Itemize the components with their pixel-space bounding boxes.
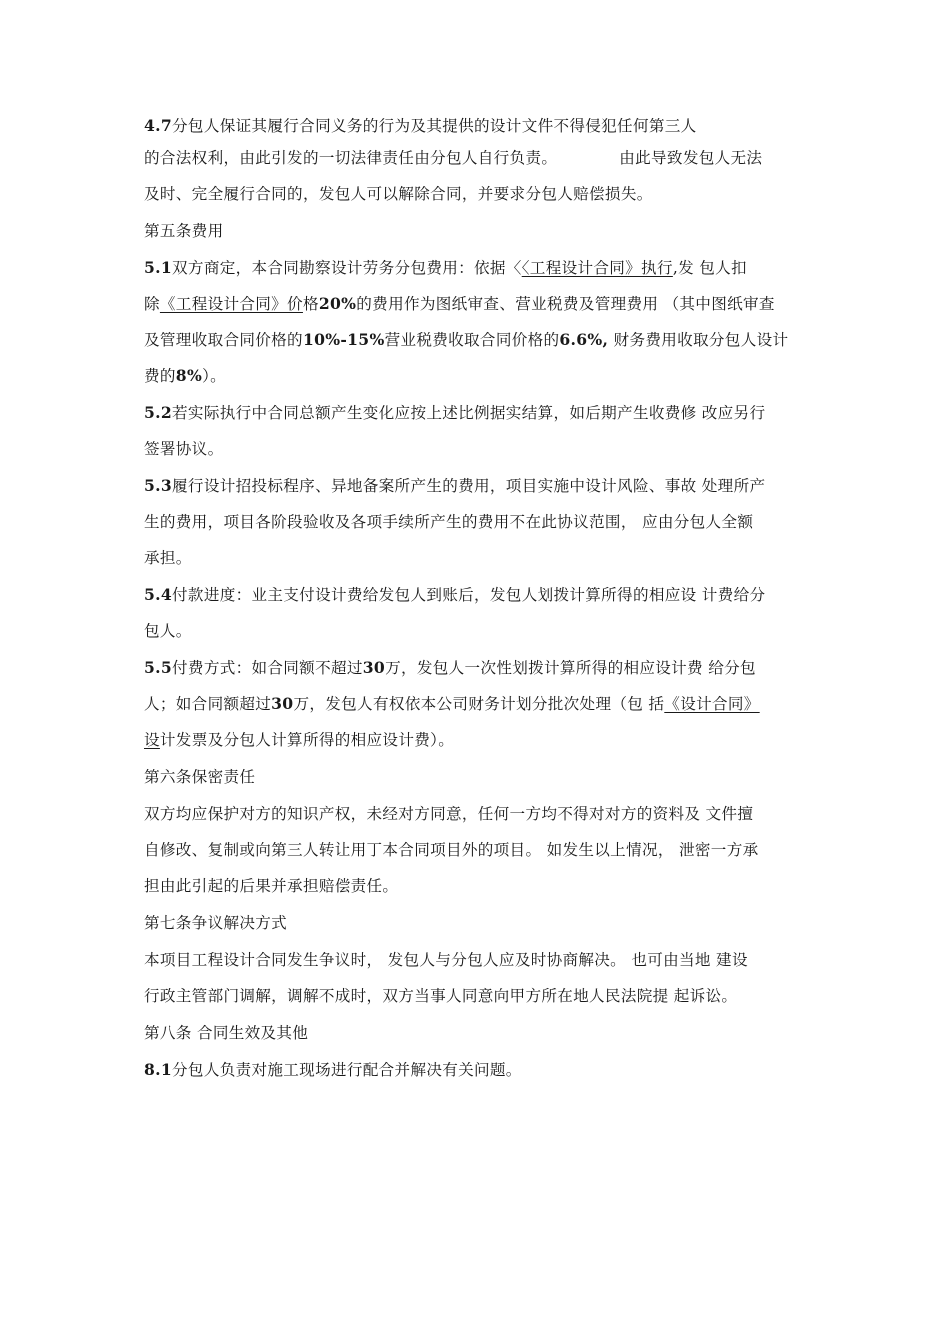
percentage: 20% [318,294,357,313]
clause-5-4-line-2: 包人。 [144,622,192,640]
clause-6-line-2: 自修改、复制或向第三人转让用丁本合同项目外的项目。 如发生以上情况， 泄密一方承 [144,841,759,859]
clause-text: 的费用作为图纸审查、营业税费及管理费用 （其中图纸审查 [356,295,775,313]
clause-text: 及管理收取合同价格的 [144,331,303,349]
section-heading-7: 第七条争议解决方式 [144,914,288,932]
clause-number: 5.4 [144,585,173,604]
percentage: 10%-15% [302,330,385,349]
clause-number: 5.3 [144,476,173,495]
clause-text: 付款进度：业主支付设计费给发包人到账后，发包人划拨计算所得的相应设 计费给分 [172,586,766,604]
clause-text: 万，发包人有权依本公司财务计划分批次处理（包 括 [293,695,665,713]
amount: 30 [362,658,386,677]
clause-4-7-line-3: 及时、完全履行合同的，发包人可以解除合同，并要求分包人赔偿损失。 [144,185,653,203]
clause-text: 人；如合同额超过 [144,695,272,713]
contract-reference: 《设计合同》 [664,695,760,713]
clause-text: 营业税费收取合同价格的 [384,331,560,349]
clause-number: 8.1 [144,1060,173,1079]
clause-text: 双方商定，本合同勘察设计劳务分包费用：依据〈 [172,259,522,277]
clause-text: 付费方式：如合同额不超过 [172,659,363,677]
clause-text: 计发票及分包人计算所得的相应设计费）。 [159,731,455,749]
clause-text: 费的 [144,367,176,385]
percentage: 6.6%, [559,330,609,349]
percentage: 8% [175,366,203,385]
clause-text: 财务费用收取分包人设计 [608,331,789,349]
clause-4-7-line-2 [144,148,762,168]
contract-reference: 《工程设计合同》价 [159,295,303,313]
clause-5-4-line-1 [144,585,765,605]
clause-5-2-line-2: 签署协议。 [144,440,224,458]
clause-7-line-2: 行政主管部门调解，调解不成时，双方当事人同意向甲方所在地人民法院提 起诉讼。 [144,987,738,1005]
clause-4-7-line-1 [144,116,697,136]
clause-text: ）。 [202,367,227,385]
clause-number: 4.7 [144,116,173,135]
clause-text: 若实际执行中合同总额产生变化应按上述比例据实结算，如后期产生收费修 改应另行 [172,404,766,422]
clause-5-1-line-1 [144,258,747,278]
section-heading-8: 第八条 合同生效及其他 [144,1024,309,1042]
clause-text: 分包人保证其履行合同义务的行为及其提供的设计文件不得侵犯任何第三人 [172,117,697,135]
clause-number: 5.2 [144,403,173,422]
clause-text: 万，发包人一次性划拨计算所得的相应设计费 给分包 [385,659,756,677]
contract-reference: 设 [144,731,160,749]
clause-6-line-3: 担由此引起的后果并承担赔偿责任。 [144,877,399,895]
clause-5-5-line-3 [144,730,454,750]
clause-5-5-line-2 [144,694,760,714]
clause-8-1-line-1 [144,1060,522,1080]
clause-7-line-1: 本项目工程设计合同发生争议时， 发包人与分包人应及时协商解决。 也可由当地 建设 [144,951,748,969]
clause-5-1-line-4 [144,366,226,386]
clause-5-3-line-2: 生的费用，项目各阶段验收及各项手续所产生的费用不在此协议范围， 应由分包人全额 [144,513,754,531]
section-heading-5: 第五条费用 [144,222,224,240]
amount: 30 [271,694,294,713]
clause-text: 履行设计招投标程序、异地备案所产生的费用，项目实施中设计风险、事故 处理所产 [172,477,766,495]
section-heading-6: 第六条保密责任 [144,768,256,786]
clause-5-2-line-1 [144,403,765,423]
clause-5-1-line-2 [144,294,775,314]
clause-number: 5.1 [144,258,173,277]
clause-5-3-line-1 [144,476,765,496]
clause-text: 由此导致发包人无法 [619,149,763,167]
clause-text: 的合法权利，由此引发的一切法律责任由分包人自行负责。 [144,149,558,167]
clause-text: 格 [302,295,319,313]
clause-number: 5.5 [144,658,173,677]
clause-5-1-line-3 [144,330,788,350]
clause-5-5-line-1 [144,658,756,678]
clause-text: 分包人负责对施工现场进行配合并解决有关问题。 [172,1061,522,1079]
clause-5-3-line-3: 承担。 [144,549,192,567]
clause-text: ,发 包人扣 [672,259,747,277]
clause-6-line-1: 双方均应保护对方的知识产权，未经对方同意，任何一方均不得对对方的资料及 文件擅 [144,805,754,823]
clause-text: 除 [144,295,160,313]
contract-reference: 〈工程设计合同》执行 [521,259,673,277]
